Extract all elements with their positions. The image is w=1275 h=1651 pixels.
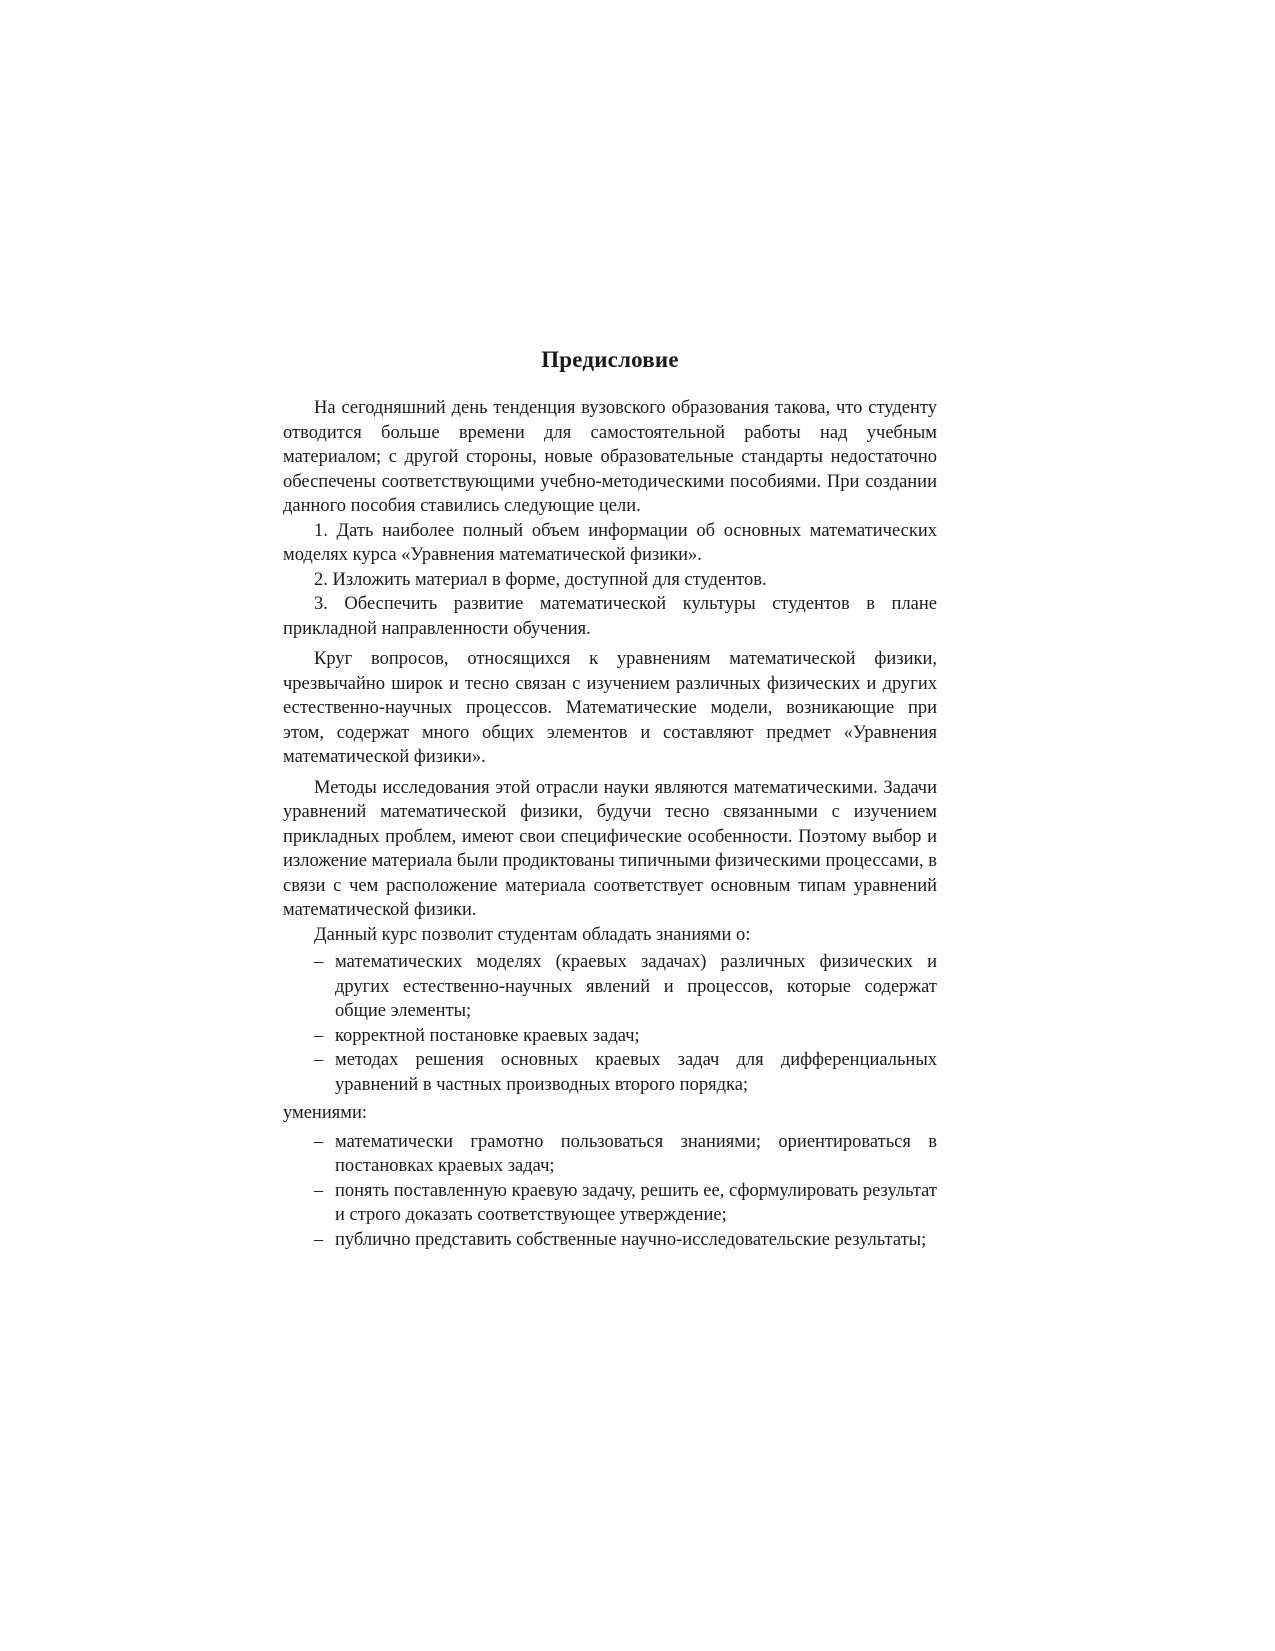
dash-marker: – [314,1229,324,1250]
paragraph-scope: Круг вопросов, относящихся к уравнениям математической физики, чрезвычайно широк и тесно связан с изучением различных физических и других естественно-научных процессов. Математические модели, возникающие при этом, содержат много общих элементов и составляют предмет «Уравнения математической физики». [283,649,937,767]
preface-text [283,346,937,1252]
paragraph-intro: На сегодняшний день тенденция вузовского образования такова, что студенту отводится больше времени для самостоятельной работы над учебным материалом; с другой стороны, новые образовательные стандарты недостаточно обеспечены соответствующими учебно-методическими пособиями. При создании данного пособия ставились следующие цели. [283,398,937,516]
list-item-text: понять поставленную краевую задачу, решить ее, сформулировать результат и строго доказать соответствующее утверждение; [335,1180,937,1225]
paragraph-goal-1: 1. Дать наиболее полный объем информации об основных математических моделях курса «Уравнения математической физики». [283,520,937,565]
dash-marker: – [314,952,324,972]
dash-marker: – [314,1131,324,1152]
paragraph-goal-2: 2. Изложить материал в форме, доступной для студентов. [314,569,767,590]
list-item-text: математически грамотно пользоваться знаниями; ориентироваться в постановках краевых задач; [335,1131,937,1176]
list-item [283,950,937,1024]
list-item-text: корректной постановке краевых задач; [335,1025,640,1046]
list-item [283,1179,937,1228]
paragraph-knowledge-intro: Данный курс позволит студентам обладать знаниями о: [314,924,751,945]
skills-label: умениями: [283,1103,367,1123]
list-item [283,1228,937,1253]
dash-marker: – [314,1180,324,1201]
page-title: Предисловие [541,347,679,372]
list-item-text: публично представить собственные научно-исследовательские результаты; [335,1229,927,1250]
list-item-text: математических моделях (краевых задачах) различных физических и других естественно-научных явлений и процессов, которые содержат общие элементы; [335,952,937,1021]
list-item-text: методах решения основных краевых задач для дифференциальных уравнений в частных производных второго порядка; [335,1050,937,1095]
skills-list [283,1130,937,1253]
knowledge-list [283,950,937,1097]
paragraph-goal-3: 3. Обеспечить развитие математической культуры студентов в плане прикладной направленности обучения. [283,594,937,639]
list-item [283,1024,937,1049]
dash-marker: – [314,1025,324,1046]
list-item [283,1048,937,1097]
paragraph-methods: Методы исследования этой отрасли науки являются математическими. Задачи уравнений математической физики, будучи тесно связанными с изучением прикладных проблем, имеют свои специфические особенности. Поэтому выбор и изложение материала были продиктованы типичными физическими процессами, в связи с чем расположение материала соответствует основным типам уравнений математической физики. [283,777,937,920]
list-item [283,1130,937,1179]
dash-marker: – [314,1050,324,1070]
